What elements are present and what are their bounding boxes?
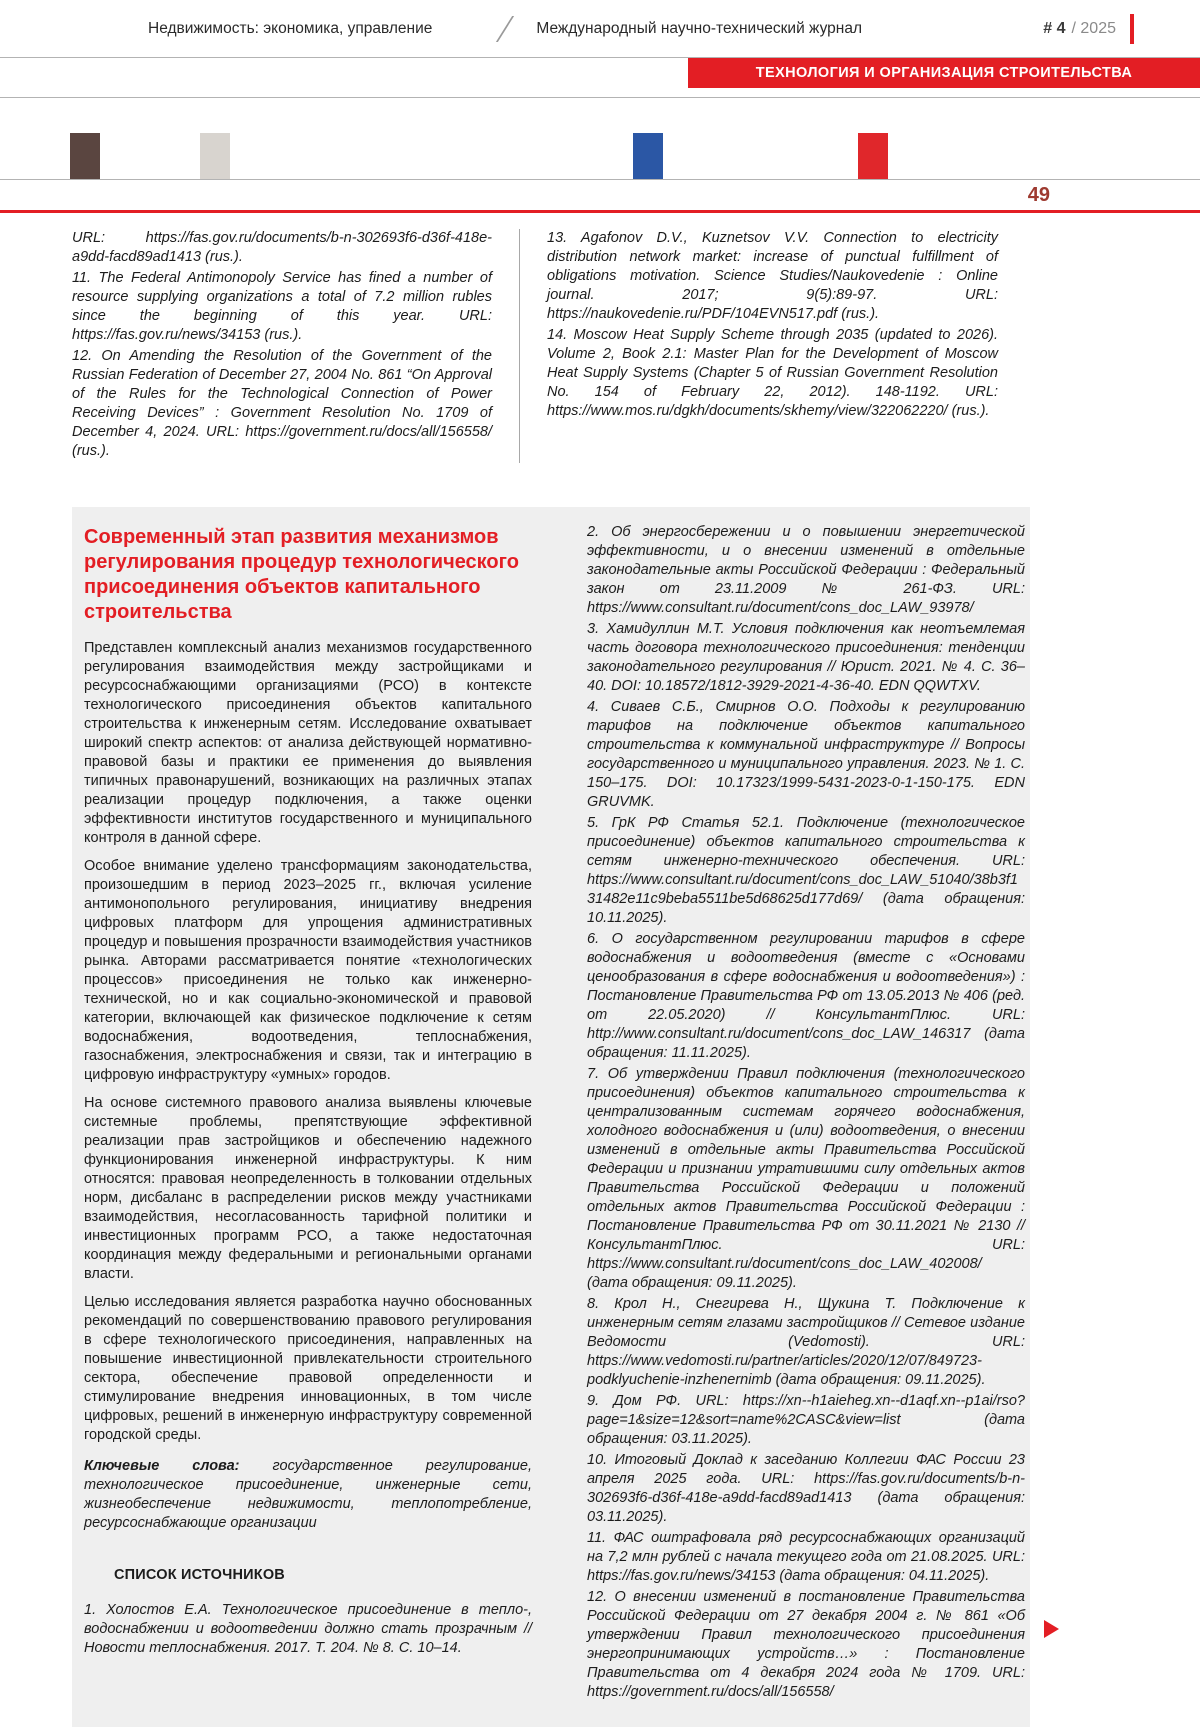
reference-item: 3. Хамидуллин М.Т. Условия подключения как неотъемлемая часть договора технологического присоединения: тенденции законодательного регулирования // Юрист. 2021. № 4. С. 36–40. DOI: 10.18572/1812-3929-2021-4-36-40. EDN QQWTXV. — [587, 621, 1025, 694]
continuation-arrow-icon — [1044, 1620, 1059, 1638]
reference-item: 1. Холостов Е.А. Технологическое присоединение в тепло-, водоснабжении и водоотведении должно стать прозрачным // Новости теплоснабжения. 2017. Т. 204. № 8. С. 10–14. — [84, 1602, 532, 1656]
keywords-label: Ключевые слова: — [84, 1458, 240, 1474]
reference-item: 12. On Amending the Resolution of the Government of the Russian Federation of December 27, 2004 No. 861 “On Approval of the Rules for the Technological Connection of Power Receiving Devices” : Government Resolution No. 1709 of December 4, 2024. URL: https://government.ru/docs/all/156558/ (rus.). — [72, 348, 492, 459]
masthead — [0, 0, 1200, 58]
keywords-text: государственное регулирование, технологическое присоединение, инженерные сети, жизнеобеспечение недвижимости, теплопотребление, ресурсоснабжающие организации — [84, 1458, 532, 1531]
references-continued-left-column — [72, 229, 520, 463]
reference-item: 6. О государственном регулировании тарифов в сфере водоснабжения и водоотведения (вместе с «Основами ценообразования в сфере водоснабжения и водоотведения») : Постановление Правительства РФ от 13.05.2013 № 406 (ред. от 22.05.2020) // КонсультантПлюс. URL: http://www.consultant.ru/document/cons_doc_LAW_146317 (дата обращения: 11.11.2025). — [587, 931, 1025, 1061]
reference-item: URL: https://fas.gov.ru/documents/b-n-302693f6-d36f-418e-a9dd-facd89ad1413 (rus.). — [72, 230, 492, 265]
abstract-paragraph: Целью исследования является разработка научно обоснованных рекомендаций по совершенствованию правового регулирования в сфере технологического присоединения, направленных на повышение инвестиционной привлекательности строительного сектора, обеспечение правовой определенности и стимулирование внедрения инновационных, в том числе цифровых, решений в инженерную инфраструктуру современной городской среды. — [84, 1294, 532, 1443]
page-number: 49 — [1027, 183, 1050, 206]
journal-subtitle: Международный научно-технический журнал — [536, 19, 863, 37]
journal-title-left: Недвижимость: экономика, управление — [148, 19, 433, 37]
abstract-paragraph: Особое внимание уделено трансформациям законодательства, произошедшим в период 2023–2025 гг., включая усиление антимонопольного регулирования, инициативу внедрения цифровых платформ для упрощения административных процедур и повышения прозрачности взаимодействия участников рынка. Авторами рассматривается понятие «технологических процессов» присоединения не только как инженерно-технической, но и как социально-экономической и правовой категории, включающей как физическое подключение к сетям водоснабжения, водоотведения, теплоснабжения, газоснабжения, электроснабжения и связи, так и интеграцию в цифровую инфраструктуру «умных» городов. — [84, 858, 532, 1083]
red-tick-decor — [1130, 14, 1134, 44]
issue-number: # 4 — [1043, 19, 1066, 37]
reference-item: 12. О внесении изменений в постановление Правительства Российской Федерации от 27 декабря 2004 г. № 861 «Об утверждении Правил технологического присоединения энергопринимающих устройств…» : Постановление Правительства от 4 декабря 2024 года № 1709. URL: https://government.ru/docs/all/156558/ — [587, 1589, 1025, 1700]
reference-item: 11. ФАС оштрафовала ряд ресурсоснабжающих организаций на 7,2 млн рублей с начала текущего года от 21.08.2025. URL: https://fas.gov.ru/news/34153 (дата обращения: 04.11.2025). — [587, 1530, 1025, 1584]
article-title: Современный этап развития механизмов регулирования процедур технологического присоединения объектов капитального строительства — [84, 526, 519, 623]
section-banner: ТЕХНОЛОГИЯ И ОРГАНИЗАЦИЯ СТРОИТЕЛЬСТВА — [688, 58, 1200, 88]
section-banner-row — [0, 58, 1200, 88]
gray-square-decor — [200, 133, 230, 179]
page-number-row — [0, 180, 1200, 210]
reference-item: 13. Agafonov D.V., Kuznetsov V.V. Connection to electricity distribution network market: increase of punctual fulfillment of obligations motivation. Science Studies/Naukovedenie : Online journal. 2017; 9(5):89-97. URL: https://naukovedenie.ru/PDF/104EVN517.pdf (rus.). — [547, 230, 998, 322]
issue-year: / 2025 — [1071, 19, 1116, 37]
keywords — [84, 1457, 532, 1533]
reference-item: 5. ГрК РФ Статья 52.1. Подключение (технологическое присоединение) объектов капитального строительства к сетям инженерно-технического обеспечения. URL: https://www.consultant.ru/document/cons_doc_LAW_51040/38b3f131482e11c9beba5511be5d68625d177d69/ (дата обращения: 10.11.2025). — [587, 815, 1025, 926]
sources-heading: СПИСОК ИСТОЧНИКОВ — [114, 1567, 285, 1583]
reference-item: 11. The Federal Antimonopoly Service has fined a number of resource supplying organizations a total of 7.2 million rubles since the beginning of this year. URL: https://fas.gov.ru/news/34153 (rus.). — [72, 270, 492, 343]
abstract-paragraph: Представлен комплексный анализ механизмов государственного регулирования взаимодействия между застройщиками и ресурсоснабжающими организациями (РСО) в контексте технологического присоединения объектов капитального строительства к инженерным сетям. Исследование охватывает широкий спектр аспектов: от анализа действующей нормативно-правовой базы и практики ее применения до выявления типичных правонарушений, возникающих на различных этапах реализации процедур подключения, а также оценки эффективности институтов государственного и муниципального контроля в данной сфере. — [84, 640, 532, 846]
reference-item: 14. Moscow Heat Supply Scheme through 2035 (updated to 2026). Volume 2, Book 2.1: Master Plan for the Development of Moscow Heat Supply Systems (Chapter 5 of Russian Government Resolution No. 154 of February 22, 2012). 148-1192. URL: https://www.mos.ru/dgkh/documents/skhemy/view/322062220/ (rus.). — [547, 327, 998, 419]
reference-item: 9. Дом РФ. URL: https://xn--h1aieheg.xn--d1aqf.xn--p1ai/rso?page=1&size=12&sort=name%2CASC&view=list (дата обращения: 03.11.2025). — [587, 1393, 1025, 1447]
reference-item: 2. Об энергосбережении и о повышении энергетической эффективности, и о внесении изменений в отдельные законодательные акты Российской Федерации : Федеральный закон от 23.11.2009 № 261-ФЗ. URL: https://www.consultant.ru/document/cons_doc_LAW_93978/ — [587, 524, 1025, 616]
slash-divider-icon — [496, 16, 514, 42]
red-rule — [0, 210, 1200, 213]
reference-item: 4. Сиваев С.Б., Смирнов О.О. Подходы к регулированию тарифов на подключение объектов капитального строительства к коммунальной инфраструктуре // Вопросы государственного и муниципального управления. 2023. № 1. С. 150–175. DOI: 10.17323/1999-5431-2023-0-1-150-175. EDN GRUVMK. — [587, 699, 1025, 810]
abstract-paragraph: На основе системного правового анализа выявлены ключевые системные проблемы, препятствующие эффективной реализации прав застройщиков и обеспечению надежного функционирования инженерной инфраструктуры. К ним относятся: правовая неопределенность в толковании отдельных норм, дисбаланс в распределении рисков между участниками взаимодействия, несогласованность тарифной политики и инвестиционных программ РСО, а также недостаточная координация между федеральными и региональными органами власти. — [84, 1095, 532, 1282]
abstract-column — [84, 523, 532, 1704]
references-continued — [72, 229, 1200, 463]
reference-item: 10. Итоговый Доклад к заседанию Коллегии ФАС России 23 апреля 2025 года. URL: https://fas.gov.ru/documents/b-n-302693f6-d36f-418e-a9dd-facd89ad1413 (дата обращения: 03.11.2025). — [587, 1452, 1025, 1525]
reference-item: 8. Крол Н., Снегирева Н., Щукина Т. Подключение к инженерным сетям глазами застройщиков // Сетевое издание Ведомости (Vedomosti). URL: https://www.vedomosti.ru/partner/articles/2020/12/07/849723-podklyuchenie-inzhenernimb (дата обращения: 09.11.2025). — [587, 1296, 1025, 1388]
references-continued-right-column — [520, 229, 998, 463]
spacer — [0, 88, 1200, 97]
reference-item: 7. Об утверждении Правил подключения (технологического присоединения) объектов капитального строительства к централизованным системам горячего водоснабжения, холодного водоснабжения и (или) водоотведения, о внесении изменений в отдельные акты Правительства Российской Федерации и признании утратившими силу отдельных актов Правительства Российской Федерации и положений отдельных актов Правительства Российской Федерации : Постановление Правительства РФ от 30.11.2021 № 2130 // КонсультантПлюс. URL: https://www.consultant.ru/document/cons_doc_LAW_402008/ (дата обращения: 09.11.2025). — [587, 1066, 1025, 1291]
color-squares-band — [0, 98, 1200, 180]
red-square-decor — [858, 133, 888, 179]
blue-square-decor — [633, 133, 663, 179]
issue-label — [1043, 20, 1116, 38]
article-abstract-panel — [72, 507, 1030, 1727]
brown-square-decor — [70, 133, 100, 179]
sources-column — [587, 523, 1025, 1704]
